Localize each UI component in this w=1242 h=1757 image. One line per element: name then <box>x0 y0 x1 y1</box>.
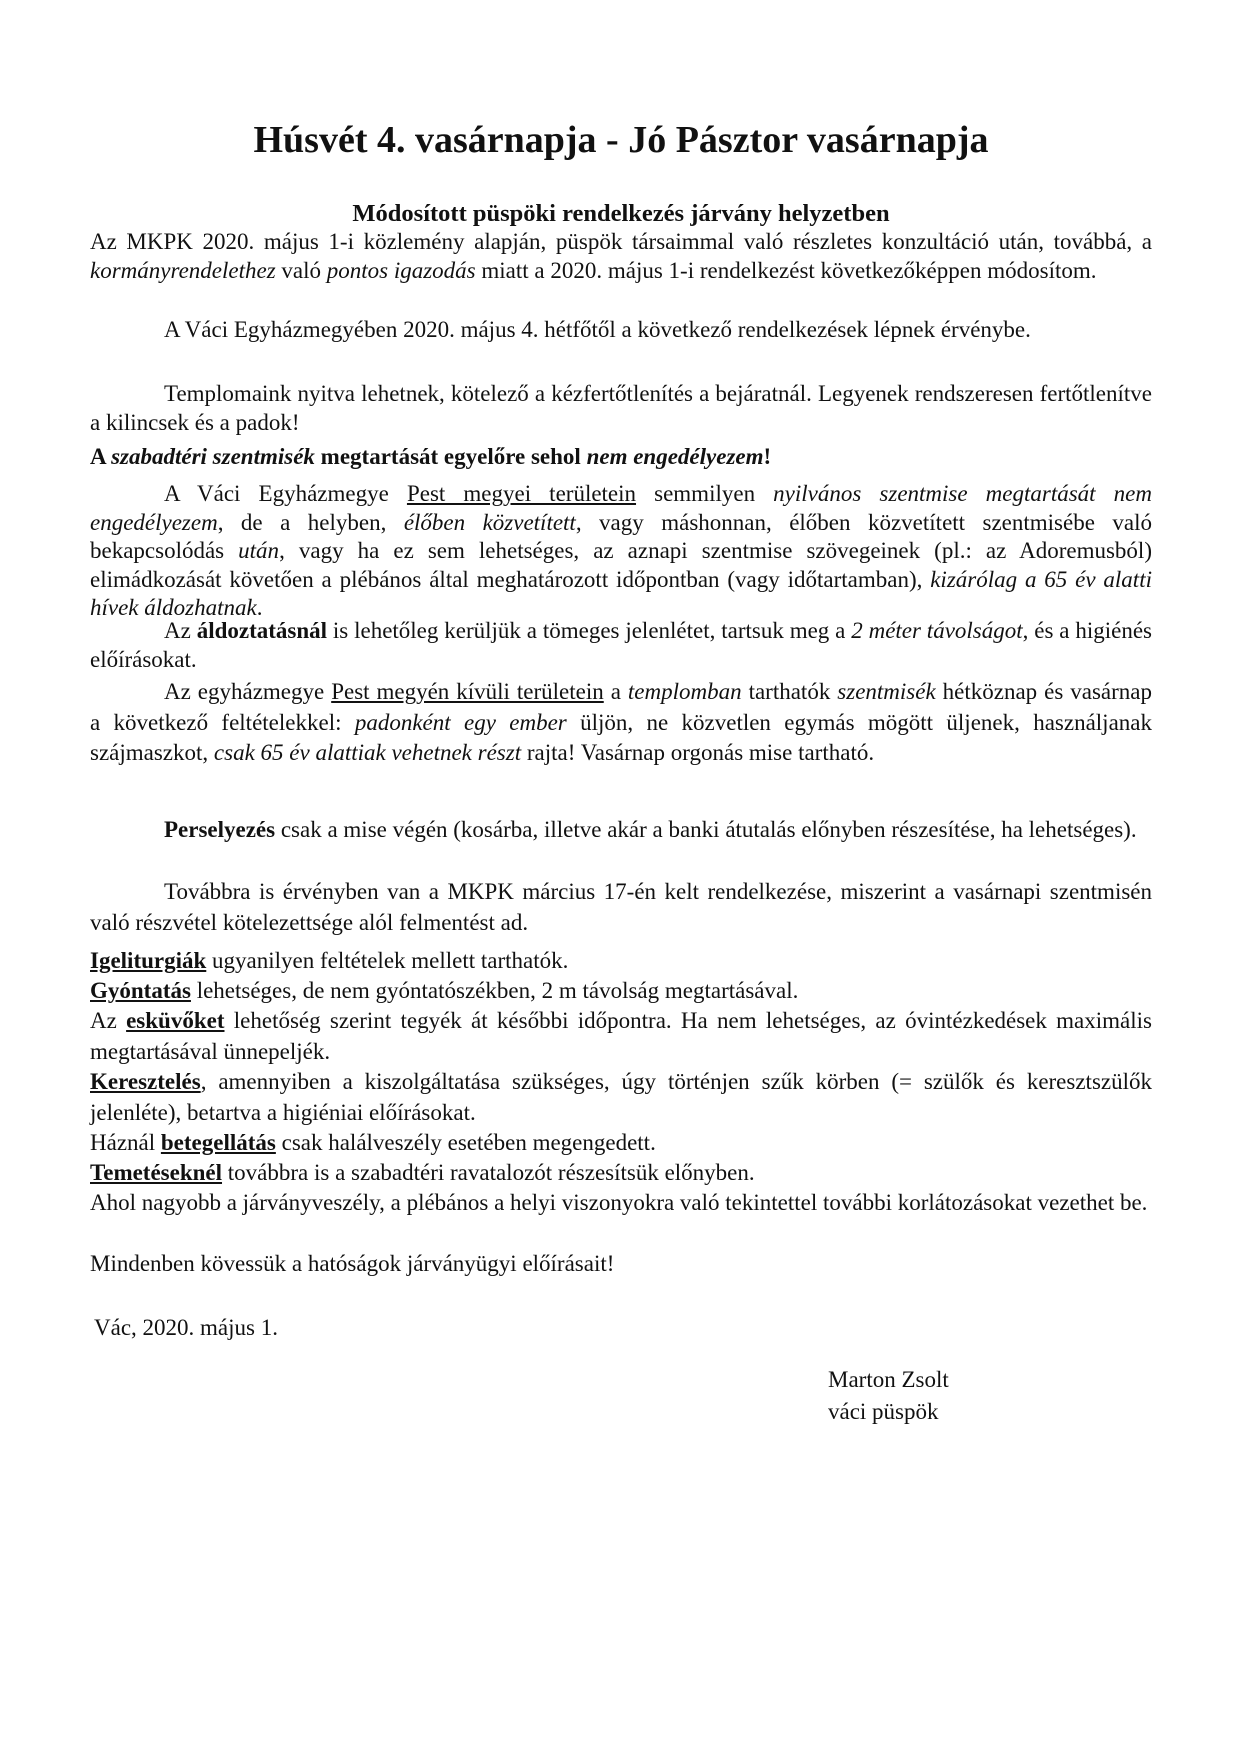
liturgy-item: Igeliturgiák ugyanilyen feltételek mellett tarthatók. <box>90 948 569 973</box>
churches-open-paragraph: Templomaink nyitva lehetnek, kötelező a kézfertőtlenítés a bejáratnál. Legyenek rendszeresen fertőtlenítve a kilincsek és a padok! <box>90 381 1152 435</box>
outside-pest-paragraph: Az egyházmegye Pest megyén kívüli területein a templomban tarthatók szentmisék hétköznap és vasárnap a következő feltételekkel: padonként egy ember üljön, ne közvetlen egymás mögött üljenek, használjanak szájmaszkot, csak 65 év alattiak vehetnek részt rajta! Vasárnap orgonás mise tartható. <box>90 679 1152 765</box>
confession-item: Gyóntatás lehetséges, de nem gyóntatószékben, 2 m távolság megtartásával. <box>90 978 799 1003</box>
funerals-item: Temetéseknél továbbra is a szabadtéri ravatalozót részesítsük előnyben. <box>90 1160 755 1185</box>
outdoor-mass-paragraph: A szabadtéri szentmisék megtartását egyelőre sehol nem engedélyezem! <box>90 444 772 469</box>
communion-paragraph: Az áldoztatásnál is lehetőleg kerüljük a tömeges jelenlétet, tartsuk meg a 2 méter távolságot, és a higiénés előírásokat. <box>90 618 1152 672</box>
weddings-item: Az esküvőket lehetőség szerint tegyék át későbbi időpontra. Ha nem lehetséges, az óvintézkedések maximális megtartásával ünnepeljék. <box>90 1008 1152 1064</box>
baptism-item: Keresztelés, amennyiben a kiszolgáltatása szükséges, úgy történjen szűk körben (= szülők és keresztszülők jelenléte), betartva a higiéniai előírásokat. <box>90 1069 1152 1125</box>
sick-care-item: Háznál betegellátás csak halálveszély esetében megengedett. <box>90 1130 656 1155</box>
pest-county-paragraph: A Váci Egyházmegye Pest megyei területein semmilyen nyilvános szentmise megtartását nem engedélyezem, de a helyben, élőben közvetített, vagy máshonnan, élőben közvetített szentmisébe való bekapcsolódás után, vagy ha ez sem lehetséges, az aznapi szentmise szövegeinek (pl.: az Adoremusból) elimádkozását követően a plébános által meghatározott időpontban (vagy időtartamban), kizárólag a 65 év alatti hívek áldozhatnak. <box>90 481 1152 620</box>
restrictions-item: Ahol nagyobb a járványveszély, a plébános a helyi viszonyokra való tekintettel további korlátozásokat vezethet be. <box>90 1190 1148 1215</box>
page-title: Húsvét 4. vasárnapja - Jó Pásztor vasárnapja <box>253 119 989 161</box>
signer-title: váci püspök <box>828 1399 939 1424</box>
effective-date-paragraph: A Váci Egyházmegyében 2020. május 4. hétfőtől a következő rendelkezések lépnek érvénybe. <box>164 317 1031 342</box>
signer-name: Marton Zsolt <box>828 1367 949 1392</box>
page-subtitle: Módosított püspöki rendelkezés járvány helyzetben <box>352 200 890 227</box>
follow-authorities-item: Mindenben kövessük a hatóságok járványügyi előírásait! <box>90 1251 615 1276</box>
dispensation-paragraph: Továbbra is érvényben van a MKPK március 17-én kelt rendelkezése, miszerint a vasárnapi szentmisén való részvétel kötelezettsége alól felmentést ad. <box>90 879 1152 935</box>
collection-paragraph: Perselyezés csak a mise végén (kosárba, illetve akár a banki átutalás előnyben részesítése, ha lehetséges). <box>164 817 1137 842</box>
place-date: Vác, 2020. május 1. <box>94 1315 278 1340</box>
intro-paragraph: Az MKPK 2020. május 1-i közlemény alapján, püspök társaimmal való részletes konzultáció után, továbbá, a kormányrendelethez való pontos igazodás miatt a 2020. május 1-i rendelkezést következőképpen módosítom. <box>90 229 1152 283</box>
